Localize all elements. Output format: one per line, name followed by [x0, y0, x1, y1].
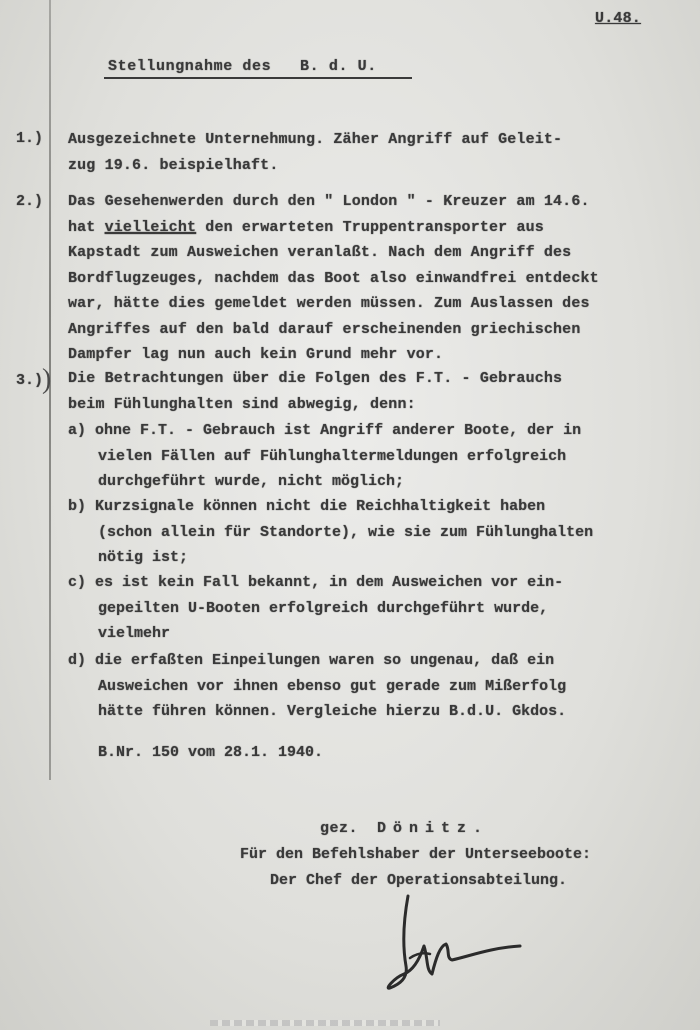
signed-by-line: [240, 816, 591, 842]
text-fragment: ohne F.T. - Gebrauch ist Angriff anderer Boote, der in: [95, 422, 582, 439]
document-number: U.48.: [595, 10, 642, 27]
heading-abbrev: B. d. U.: [300, 58, 377, 75]
text-line: gepeilten U-Booten erfolgreich durchgeführt wurde,: [98, 599, 549, 617]
text-fragment: die erfaßten Einpeilungen waren so ungenau, daß ein: [95, 652, 555, 669]
gez-label: gez.: [320, 820, 359, 837]
signer-name: Dönitz.: [377, 820, 490, 837]
heading-underline: [104, 77, 412, 79]
text-line: [68, 494, 593, 520]
item-2-text: [68, 189, 599, 368]
reference-number: B.Nr. 150 vom 28.1. 1940.: [98, 744, 324, 761]
signature-role-line: Der Chef der Operationsabteilung.: [270, 872, 568, 889]
text-line: Dampfer lag nun auch kein Grund mehr vor.: [68, 346, 444, 363]
text-line: Ausgezeichnete Unternehmung. Zäher Angriff auf Geleit-: [68, 131, 563, 148]
text-line: vielen Fällen auf Fühlunghaltermeldungen erfolgreich: [98, 447, 567, 465]
text-line: Angriffes auf den bald darauf erscheinenden griechischen: [68, 320, 581, 338]
text-line: nötig ist;: [98, 549, 189, 566]
text-fragment: Kurzsignale können nicht die Reichhaltigkeit haben: [95, 498, 546, 515]
subitem-c: [68, 570, 563, 647]
document-heading: [108, 54, 377, 79]
handwritten-signature: [380, 888, 530, 998]
item-number: 3.): [16, 372, 44, 389]
subitem-letter: c): [68, 574, 87, 591]
subitem-letter: d): [68, 652, 87, 669]
subitem-letter: b): [68, 498, 87, 515]
text-line: [68, 418, 581, 444]
subitem-b: [68, 494, 593, 571]
text-fragment: hat: [68, 218, 96, 236]
text-line: vielmehr: [98, 625, 171, 642]
text-line: [68, 570, 563, 596]
text-line: Das Gesehenwerden durch den " London " - Kreuzer am 14.6.: [68, 193, 590, 210]
signature-block: [240, 816, 591, 894]
text-line: Bordflugzeuges, nachdem das Boot also einwandfrei entdeckt: [68, 269, 599, 287]
item-number: 2.): [16, 193, 44, 210]
margin-bracket: ): [42, 364, 52, 395]
item-1-text: [68, 127, 562, 178]
signature-role-line: Für den Befehlshaber der Unterseeboote:: [240, 846, 592, 863]
bottom-edge-marks: [210, 1020, 440, 1026]
item-3-text: [68, 366, 562, 417]
text-line: zug 19.6. beispielhaft.: [68, 156, 279, 174]
text-line: Ausweichen vor ihnen ebenso gut gerade zum Mißerfolg: [98, 677, 567, 695]
text-fragment: den erwarteten Truppentransporter aus: [205, 218, 544, 236]
text-line: war, hätte dies gemeldet werden müssen. Zum Auslassen des: [68, 295, 590, 312]
subitem-d: [68, 648, 566, 725]
emphasized-word: vielleicht: [104, 218, 197, 236]
text-line: Die Betrachtungen über die Folgen des F.T. - Gebrauchs: [68, 370, 563, 387]
subitem-a: [68, 418, 581, 495]
text-line: (schon allein für Standorte), wie sie zum Fühlunghalten: [98, 523, 594, 541]
text-line: [68, 648, 566, 674]
text-line: beim Fühlunghalten sind abwegig, denn:: [68, 395, 416, 413]
text-fragment: es ist kein Fall bekannt, in dem Ausweichen vor ein-: [95, 574, 564, 591]
text-line: durchgeführt wurde, nicht möglich;: [98, 473, 405, 490]
text-line: Kapstadt zum Ausweichen veranlaßt. Nach dem Angriff des: [68, 244, 572, 261]
subitem-letter: a): [68, 422, 87, 439]
text-line: hätte führen können. Vergleiche hierzu B.d.U. Gkdos.: [98, 703, 567, 720]
text-line: [68, 215, 599, 241]
heading-text: Stellungnahme des: [108, 58, 272, 75]
item-number: 1.): [16, 130, 44, 147]
